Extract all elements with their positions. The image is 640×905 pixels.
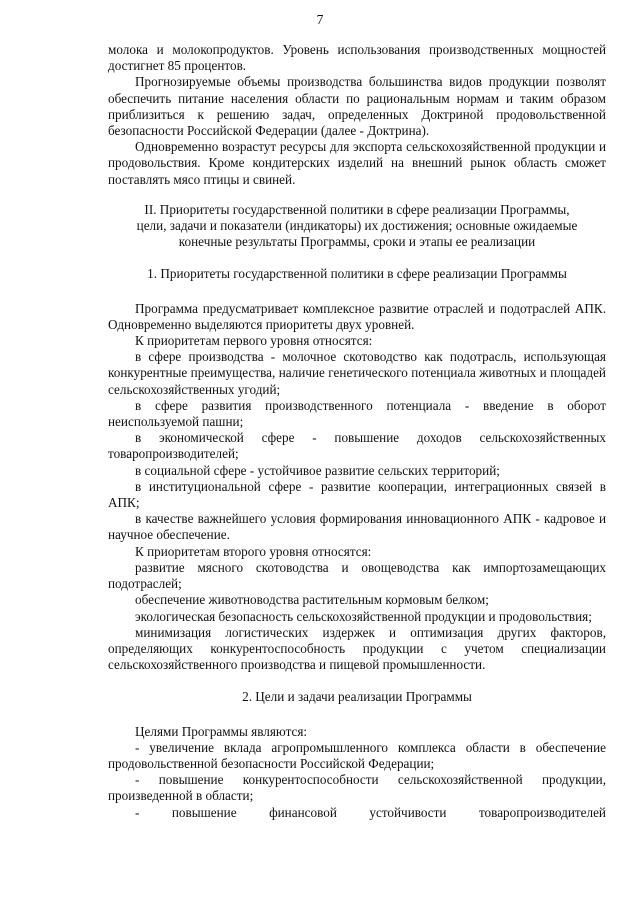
paragraph: Одновременно возрастут ресурсы для экспорта сельскохозяйственной продукции и продовольствия. Кроме кондитерских изделий на внешний рынок область сможет поставлять мясо птицы и свиней.: [108, 139, 606, 187]
list-item: - повышение финансовой устойчивости товаропроизводителей: [135, 804, 606, 820]
list-item: экологическая безопасность сельскохозяйственной продукции и продовольствия;: [135, 608, 592, 624]
subsection-heading: 2. Цели и задачи реализации Программы: [242, 689, 472, 705]
list-item: развитие мясного скотоводства и овощеводства как импортозамещающих подотраслей;: [108, 559, 606, 592]
list-item: минимизация логистических издержек и оптимизация других факторов, определяющих конкурентоспособность продукции с учетом специализации сельскохозяйственного производства и пищевой промышленности.: [108, 624, 606, 673]
page-body: [108, 42, 606, 821]
list-item: в социальной сфере - устойчивое развитие сельских территорий;: [135, 462, 500, 478]
list-item: в сфере развития производственного потенциала - введение в оборот неиспользуемой пашни;: [108, 397, 606, 430]
page-number: 7: [316, 12, 324, 27]
section-heading: II. Приоритеты государственной политики в сфере реализации Программы, цели, задачи и показатели (индикаторы) их достижения; основные ожидаемые конечные результаты Программы, сроки и этапы ее реализации: [136, 201, 578, 250]
paragraph: Программа предусматривает комплексное развитие отраслей и подотраслей АПК. Одновременно выделяются приоритеты двух уровней.: [108, 300, 606, 332]
paragraph: К приоритетам первого уровня относятся:: [135, 333, 373, 349]
list-item: в сфере производства - молочное скотоводство как подотрасль, использующая конкурентные преимущества, наличие генетического потенциала животных и площадей сельскохозяйственных угодий;: [108, 349, 606, 397]
paragraph: молока и молокопродуктов. Уровень использования производственных мощностей достигнет 85 процентов.: [108, 42, 606, 74]
list-item: в качестве важнейшего условия формирования инновационного АПК - кадровое и научное обеспечение.: [108, 511, 606, 543]
list-item: в экономической сфере - повышение доходов сельскохозяйственных товаропроизводителей;: [108, 430, 606, 462]
paragraph: Прогнозируемые объемы производства большинства видов продукции позволят обеспечить питание населения области по рациональным нормам и таким образом приблизиться к решению задач, определенных Доктриной продовольственной безопасности Российской Федерации (далее - Доктрина).: [108, 74, 606, 139]
subsection-heading: 1. Приоритеты государственной политики в сфере реализации Программы: [147, 266, 567, 282]
list-item: - увеличение вклада агропромышленного комплекса области в обеспечение продовольственной безопасности Российской Федерации;: [108, 739, 606, 771]
list-item: обеспечение животноводства растительным кормовым белком;: [135, 592, 489, 608]
paragraph: К приоритетам второго уровня относятся:: [135, 543, 372, 559]
paragraph: Целями Программы являются:: [135, 723, 308, 739]
list-item: в институциональной сфере - развитие кооперации, интеграционных связей в АПК;: [108, 478, 606, 511]
list-item: - повышение конкурентоспособности сельскохозяйственной продукции, произведенной в области;: [108, 772, 606, 804]
